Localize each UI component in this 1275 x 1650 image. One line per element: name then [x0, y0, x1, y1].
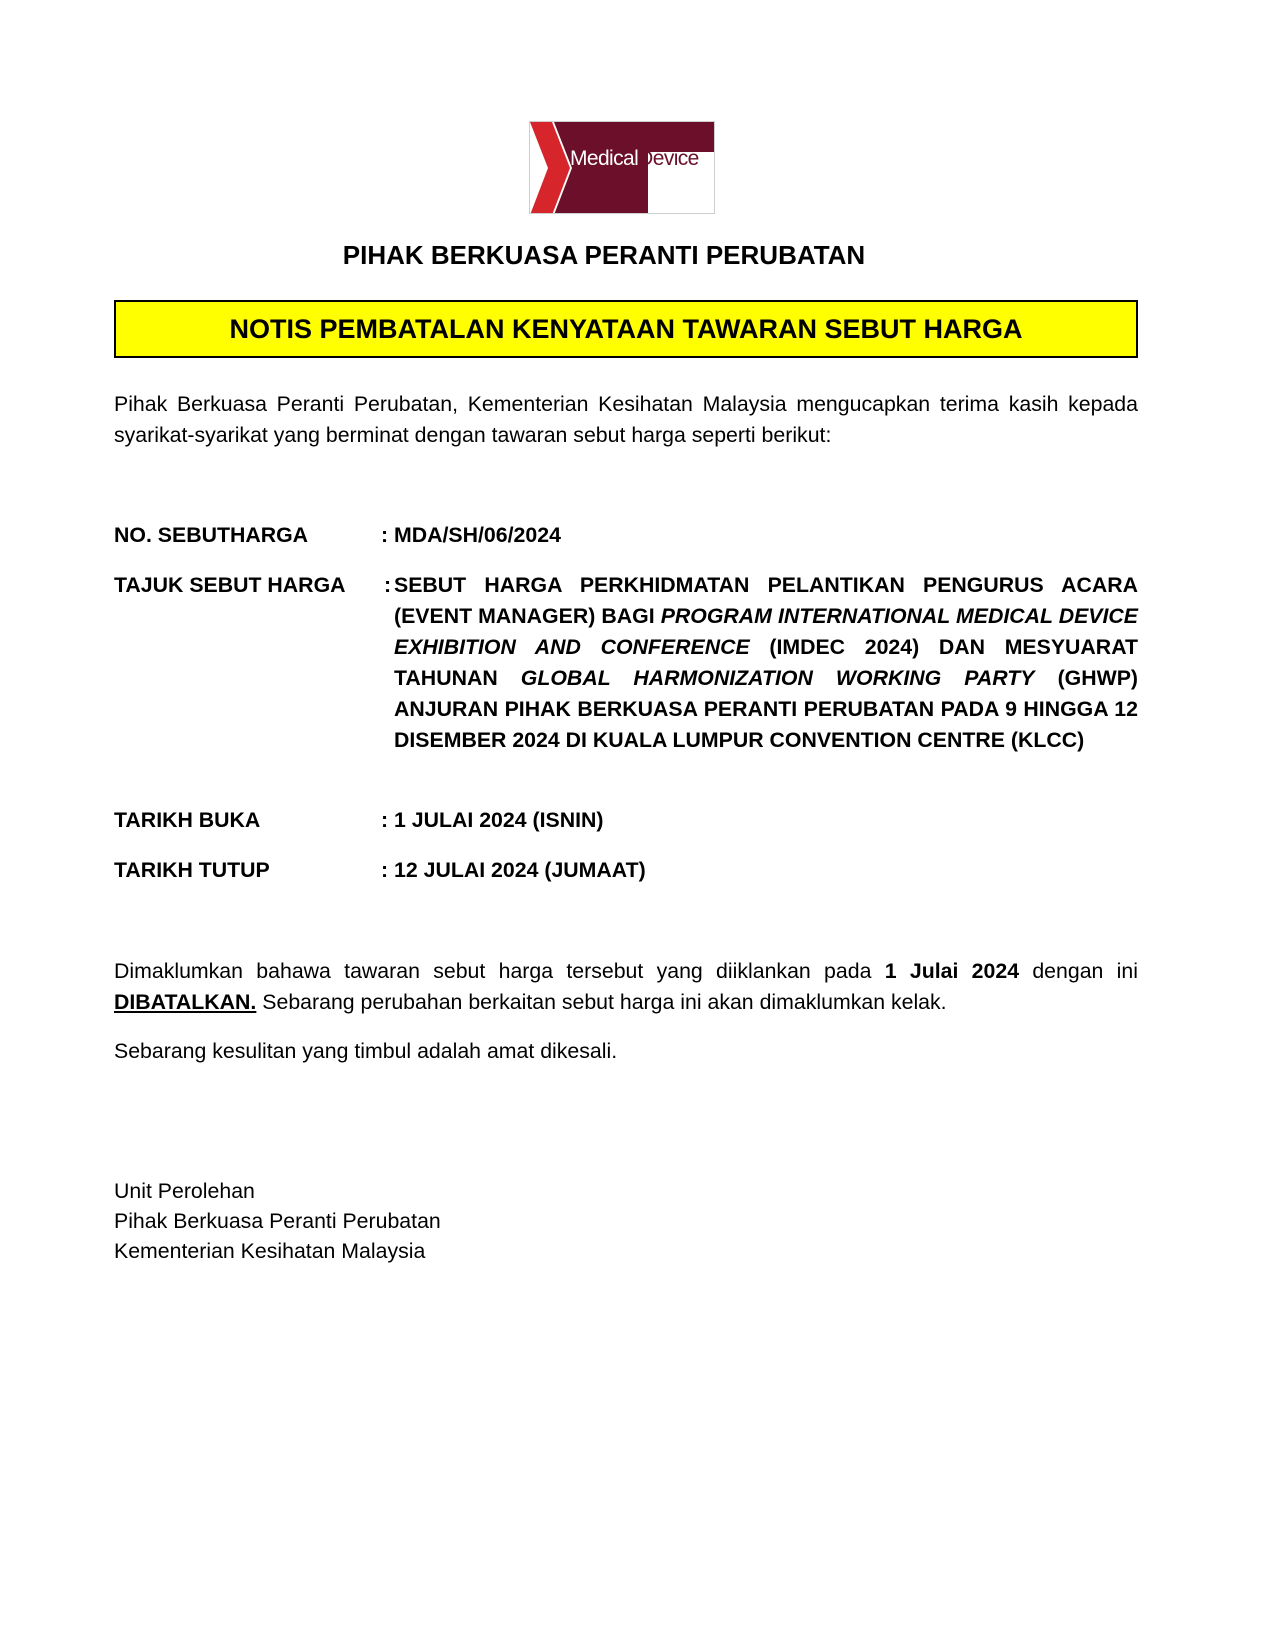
- title-text-1: SEBUT HARGA PERKHIDMATAN PELANTIKAN PENGURUS ACARA (EVENT MANAGER) BAGI: [394, 573, 1138, 628]
- cancel-text-3: Sebarang perubahan berkaitan sebut harga ini akan dimaklumkan kelak.: [256, 990, 947, 1014]
- field-value-close-date: : 12 JULAI 2024 (JUMAAT): [381, 858, 646, 882]
- notice-title: NOTIS PEMBATALAN KENYATAAN TAWARAN SEBUT HARGA: [229, 313, 1023, 344]
- field-value-ref: : MDA/SH/06/2024: [381, 523, 561, 547]
- signature-ministry: Kementerian Kesihatan Malaysia: [114, 1239, 426, 1263]
- field-label-title: TAJUK SEBUT HARGA: [114, 573, 346, 597]
- logo-word-authority: AUTHORITY: [577, 180, 647, 191]
- cancel-text-1: Dimaklumkan bahawa tawaran sebut harga tersebut yang diiklankan pada: [114, 959, 885, 983]
- field-title-colon: :: [384, 573, 392, 597]
- field-label-close-date: TARIKH TUTUP: [114, 858, 270, 882]
- logo-word-medical: Medical: [570, 147, 639, 170]
- title-italic-imdec: PROGRAM INTERNATIONAL MEDICAL DEVICE EXHIBITION AND CONFERENCE: [394, 604, 1138, 659]
- field-value-title: [384, 570, 1138, 756]
- intro-paragraph: Pihak Berkuasa Peranti Perubatan, Kementerian Kesihatan Malaysia mengucapkan terima kasih kepada syarikat-syarikat yang berminat dengan tawaran sebut harga seperti berikut:: [114, 392, 1138, 447]
- field-value-open-date: : 1 JULAI 2024 (ISNIN): [381, 808, 604, 832]
- field-label-ref: NO. SEBUTHARGA: [114, 523, 309, 547]
- logo-word-malaysia: MALAYSIA: [577, 198, 632, 209]
- field-label-open-date: TARIKH BUKA: [114, 808, 261, 832]
- logo-word-device: Device: [638, 147, 699, 170]
- advertised-date: 1 Julai 2024: [884, 959, 1020, 983]
- cancellation-paragraph: [114, 956, 1138, 1018]
- signature-organization: Pihak Berkuasa Peranti Perubatan: [114, 1209, 441, 1233]
- notice-title-box: [114, 300, 1138, 358]
- logo-wordmark: [570, 148, 715, 170]
- signature-unit: Unit Perolehan: [114, 1179, 255, 1203]
- title-text-3: (GHWP) ANJURAN PIHAK BERKUASA PERANTI PERUBATAN PADA 9 HINGGA 12 DISEMBER 2024 DI KUALA LUMPUR CONVENTION CENTRE (KLCC): [394, 666, 1138, 752]
- mda-logo: [529, 121, 715, 214]
- title-italic-ghwp: GLOBAL HARMONIZATION WORKING PARTY: [520, 666, 1035, 690]
- org-title: PIHAK BERKUASA PERANTI PERUBATAN: [342, 240, 866, 270]
- title-text-2: (IMDEC 2024) DAN MESYUARAT TAHUNAN: [394, 635, 1138, 690]
- cancel-text-2: dengan ini: [1019, 959, 1138, 983]
- apology-paragraph: Sebarang kesulitan yang timbul adalah amat dikesali.: [114, 1039, 618, 1063]
- cancelled-word: DIBATALKAN.: [114, 990, 257, 1014]
